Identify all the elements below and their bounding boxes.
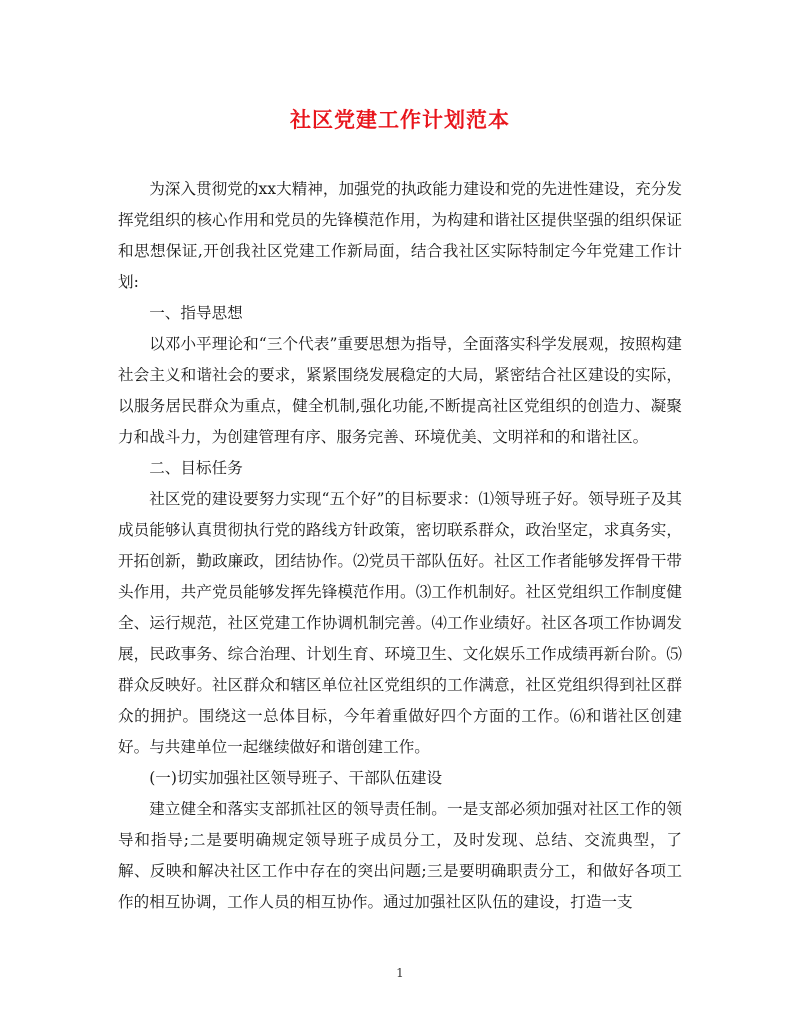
subsection-heading-leadership: (一)切实加强社区领导班子、干部队伍建设 [149,769,443,787]
section-heading-goals: 二、目标任务 [149,459,243,477]
document-title: 社区党建工作计划范本 [290,107,510,132]
leadership-paragraph: 建立健全和落实支部抓社区的领导责任制。一是支部必须加强对社区工作的领导和指导;二是要明确规定领导班子成员分工，及时发现、总结、交流典型，了解、反映和解决社区工作中存在的突出问题;三是要明确职责分工，和做好各项工作的相互协调，工作人员的相互协作。通过加强社区队伍的建设，打造一支 [118,800,682,911]
goals-paragraph: 社区党的建设要努力实现“五个好”的目标要求：⑴领导班子好。领导班子及其成员能够认真贯彻执行党的路线方针政策，密切联系群众，政治坚定，求真务实，开拓创新，勤政廉政，团结协作。⑵党员干部队伍好。社区工作者能够发挥骨干带头作用，共产党员能够发挥先锋模范作用。⑶工作机制好。社区党组织工作制度健全、运行规范，社区党建工作协调机制完善。⑷工作业绩好。社区各项工作协调发展，民政事务、综合治理、计划生育、环境卫生、文化娱乐工作成绩再新台阶。⑸群众反映好。社区群众和辖区单位社区党组织的工作满意，社区党组织得到社区群众的拥护。围绕这一总体目标，今年着重做好四个方面的工作。⑹和谐社区创建好。与共建单位一起继续做好和谐创建工作。 [118,490,682,756]
document-body [118,174,682,918]
guiding-ideology-paragraph: 以邓小平理论和“三个代表”重要思想为指导，全面落实科学发展观，按照构建社会主义和谐社会的要求，紧紧围绕发展稳定的大局，紧密结合社区建设的实际，以服务居民群众为重点，健全机制,强化功能,不断提高社区党组织的创造力、凝聚力和战斗力，为创建管理有序、服务完善、环境优美、文明祥和的和谐社区。 [118,335,682,446]
intro-paragraph: 为深入贯彻党的xx大精神，加强党的执政能力建设和党的先进性建设，充分发挥党组织的核心作用和党员的先锋模范作用，为构建和谐社区提供坚强的组织保证和思想保证,开创我社区党建工作新局面，结合我社区实际特制定今年党建工作计划: [118,180,682,291]
section-heading-guiding-ideology: 一、指导思想 [149,304,243,322]
page-number: 1 [396,966,404,980]
